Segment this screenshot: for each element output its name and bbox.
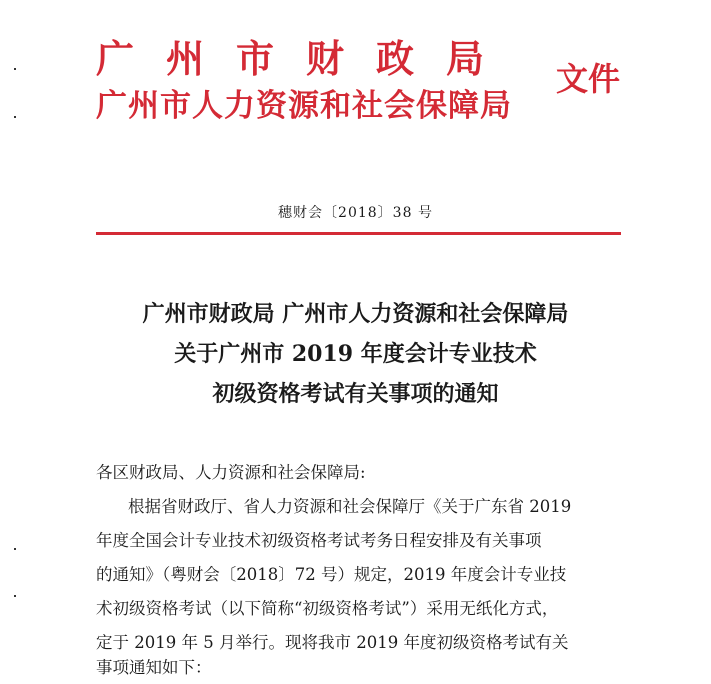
notice-title-line-2: 关于广州市 2019 年度会计专业技术: [174, 341, 537, 367]
notice-title-line-3: 初级资格考试有关事项的通知: [212, 381, 499, 407]
scan-margin-mark: [14, 68, 16, 70]
body-line: 术初级资格考试（以下简称“初级资格考试”）采用无纸化方式，: [96, 599, 559, 618]
issuer-name-hr-bureau: 广州市人力资源和社会保障局: [96, 88, 512, 124]
salutation: 各区财政局、人力资源和社会保障局:: [96, 463, 366, 482]
issuer-name-finance-bureau: 广州市财政局: [96, 36, 517, 81]
document-type-label: 文件: [556, 60, 621, 98]
scan-margin-mark: [14, 116, 16, 118]
body-line: 年度全国会计专业技术初级资格考试考务日程安排及有关事项: [96, 531, 542, 550]
scan-margin-mark: [14, 595, 16, 597]
notice-title-line-1: 广州市财政局 广州市人力资源和社会保障局: [142, 301, 569, 327]
body-line: 根据省财政厅、省人力资源和社会保障厅《关于广东省 2019: [128, 497, 572, 516]
scan-margin-mark: [14, 548, 16, 550]
document-number: 穗财会〔2018〕38 号: [278, 205, 433, 221]
body-line: 事项通知如下：: [96, 658, 212, 677]
header-red-rule: [96, 232, 621, 235]
body-line: 的通知》（粤财会〔2018〕72 号）规定，2019 年度会计专业技: [96, 565, 567, 584]
body-line: 定于 2019 年 5 月举行。现将我市 2019 年度初级资格考试有关: [96, 633, 569, 652]
